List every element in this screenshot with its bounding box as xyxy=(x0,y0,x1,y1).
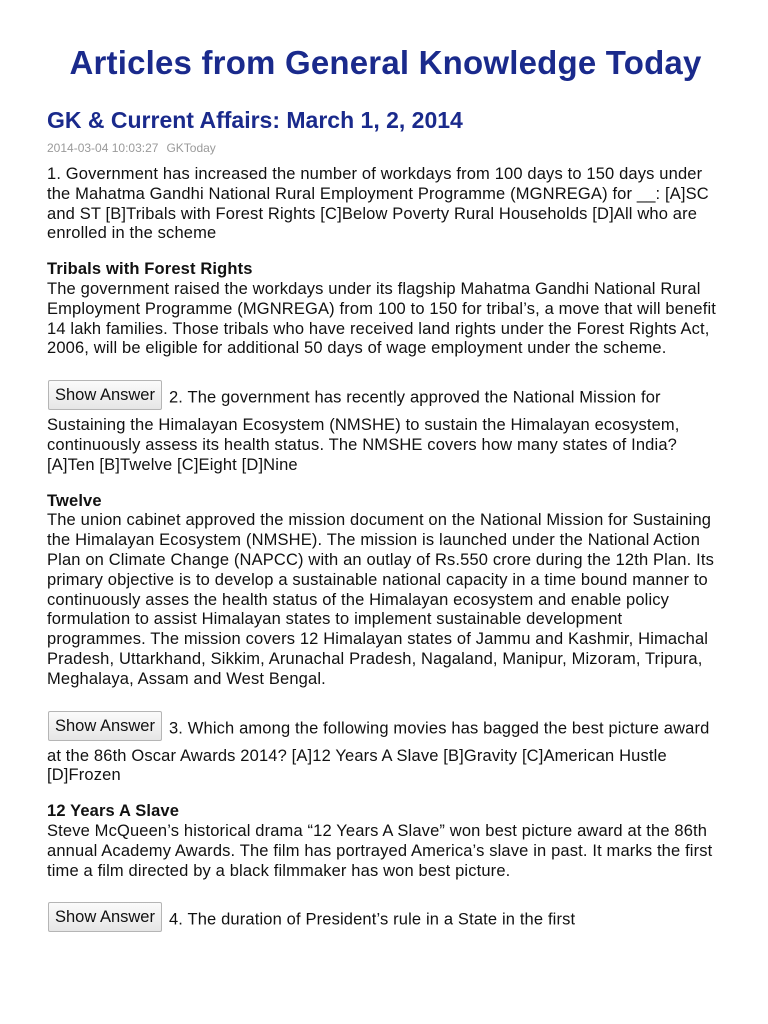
answer-2-text: The union cabinet approved the mission document on the National Mission for Sustaining the Himalayan Ecosystem (NMSHE). The mission is launched under the National Action Plan on Climate Change (NAPCC) with an outlay of Rs.550 crore during the 12th Plan. Its primary objective is to develop a sustainable national capacity in a time bound manner to continuously asses the health status of the Himalayan ecosystem and enable policy formulation to assist Himalayan states to implement sustainable development programmes. The mission covers 12 Himalayan states of Jammu and Kashmir, Himachal Pradesh, Uttarkhand, Sikkim, Arunachal Pradesh, Nagaland, Manipur, Mizoram, Tripura, Meghalaya, Assam and West Bengal. xyxy=(47,511,714,688)
question-3: 3. Which among the following movies has bagged the best picture award at the 86th Oscar Awards 2014? [A]12 Years A Slave [B]Gravity [C]American Hustle [D]Frozen xyxy=(47,718,710,785)
answer-2 xyxy=(47,492,724,690)
question-4-block xyxy=(47,902,724,938)
question-2-block xyxy=(47,380,724,475)
answer-3-text: Steve McQueen’s historical drama “12 Years A Slave” won best picture award at the 86th annual Academy Awards. The film has portrayed America’s slave in past. It marks the first time a film directed by a black filmmaker has won best picture. xyxy=(47,821,713,880)
article-date: 2014-03-04 10:03:27 xyxy=(47,141,159,155)
answer-1-title: Tribals with Forest Rights xyxy=(47,260,253,279)
show-answer-button-1[interactable]: Show Answer xyxy=(48,380,162,410)
article-meta xyxy=(47,140,724,156)
show-answer-button-3[interactable]: Show Answer xyxy=(48,902,162,932)
site-title: Articles from General Knowledge Today xyxy=(69,44,702,81)
answer-2-title: Twelve xyxy=(47,491,102,510)
question-3-block xyxy=(47,711,724,787)
question-4: 4. The duration of President’s rule in a State in the first xyxy=(168,910,576,929)
answer-1-text: The government raised the workdays under its flagship Mahatma Gandhi National Rural Employment Programme (MGNREGA) from 100 to 150 for tribal’s, a move that will benefit 14 lakh families. Those tribals who have received land rights under the Forest Rights Act, 2006, will be eligible for additional 50 days of wage employment under the scheme. xyxy=(47,279,717,358)
article-title: GK & Current Affairs: March 1, 2, 2014 xyxy=(47,107,463,133)
show-answer-button-2[interactable]: Show Answer xyxy=(48,711,162,741)
question-2: 2. The government has recently approved the National Mission for Sustaining the Himalayan Ecosystem (NMSHE) to sustain the Himalayan ecosystem, continuously assess its health status. The NMSHE covers how many states of India? [A]Ten [B]Twelve [C]Eight [D]Nine xyxy=(47,388,680,474)
answer-3-title: 12 Years A Slave xyxy=(47,802,180,821)
question-1: 1. Government has increased the number of workdays from 100 days to 150 days under the Mahatma Gandhi National Rural Employment Programme (MGNREGA) for __: [A]SC and ST [B]Tribals with Forest Rights [C]Below Poverty Rural Households [D]All who are enrolled in the scheme xyxy=(47,165,709,243)
article-author: GKToday xyxy=(166,141,216,155)
answer-1 xyxy=(47,260,724,359)
answer-3 xyxy=(47,802,724,881)
